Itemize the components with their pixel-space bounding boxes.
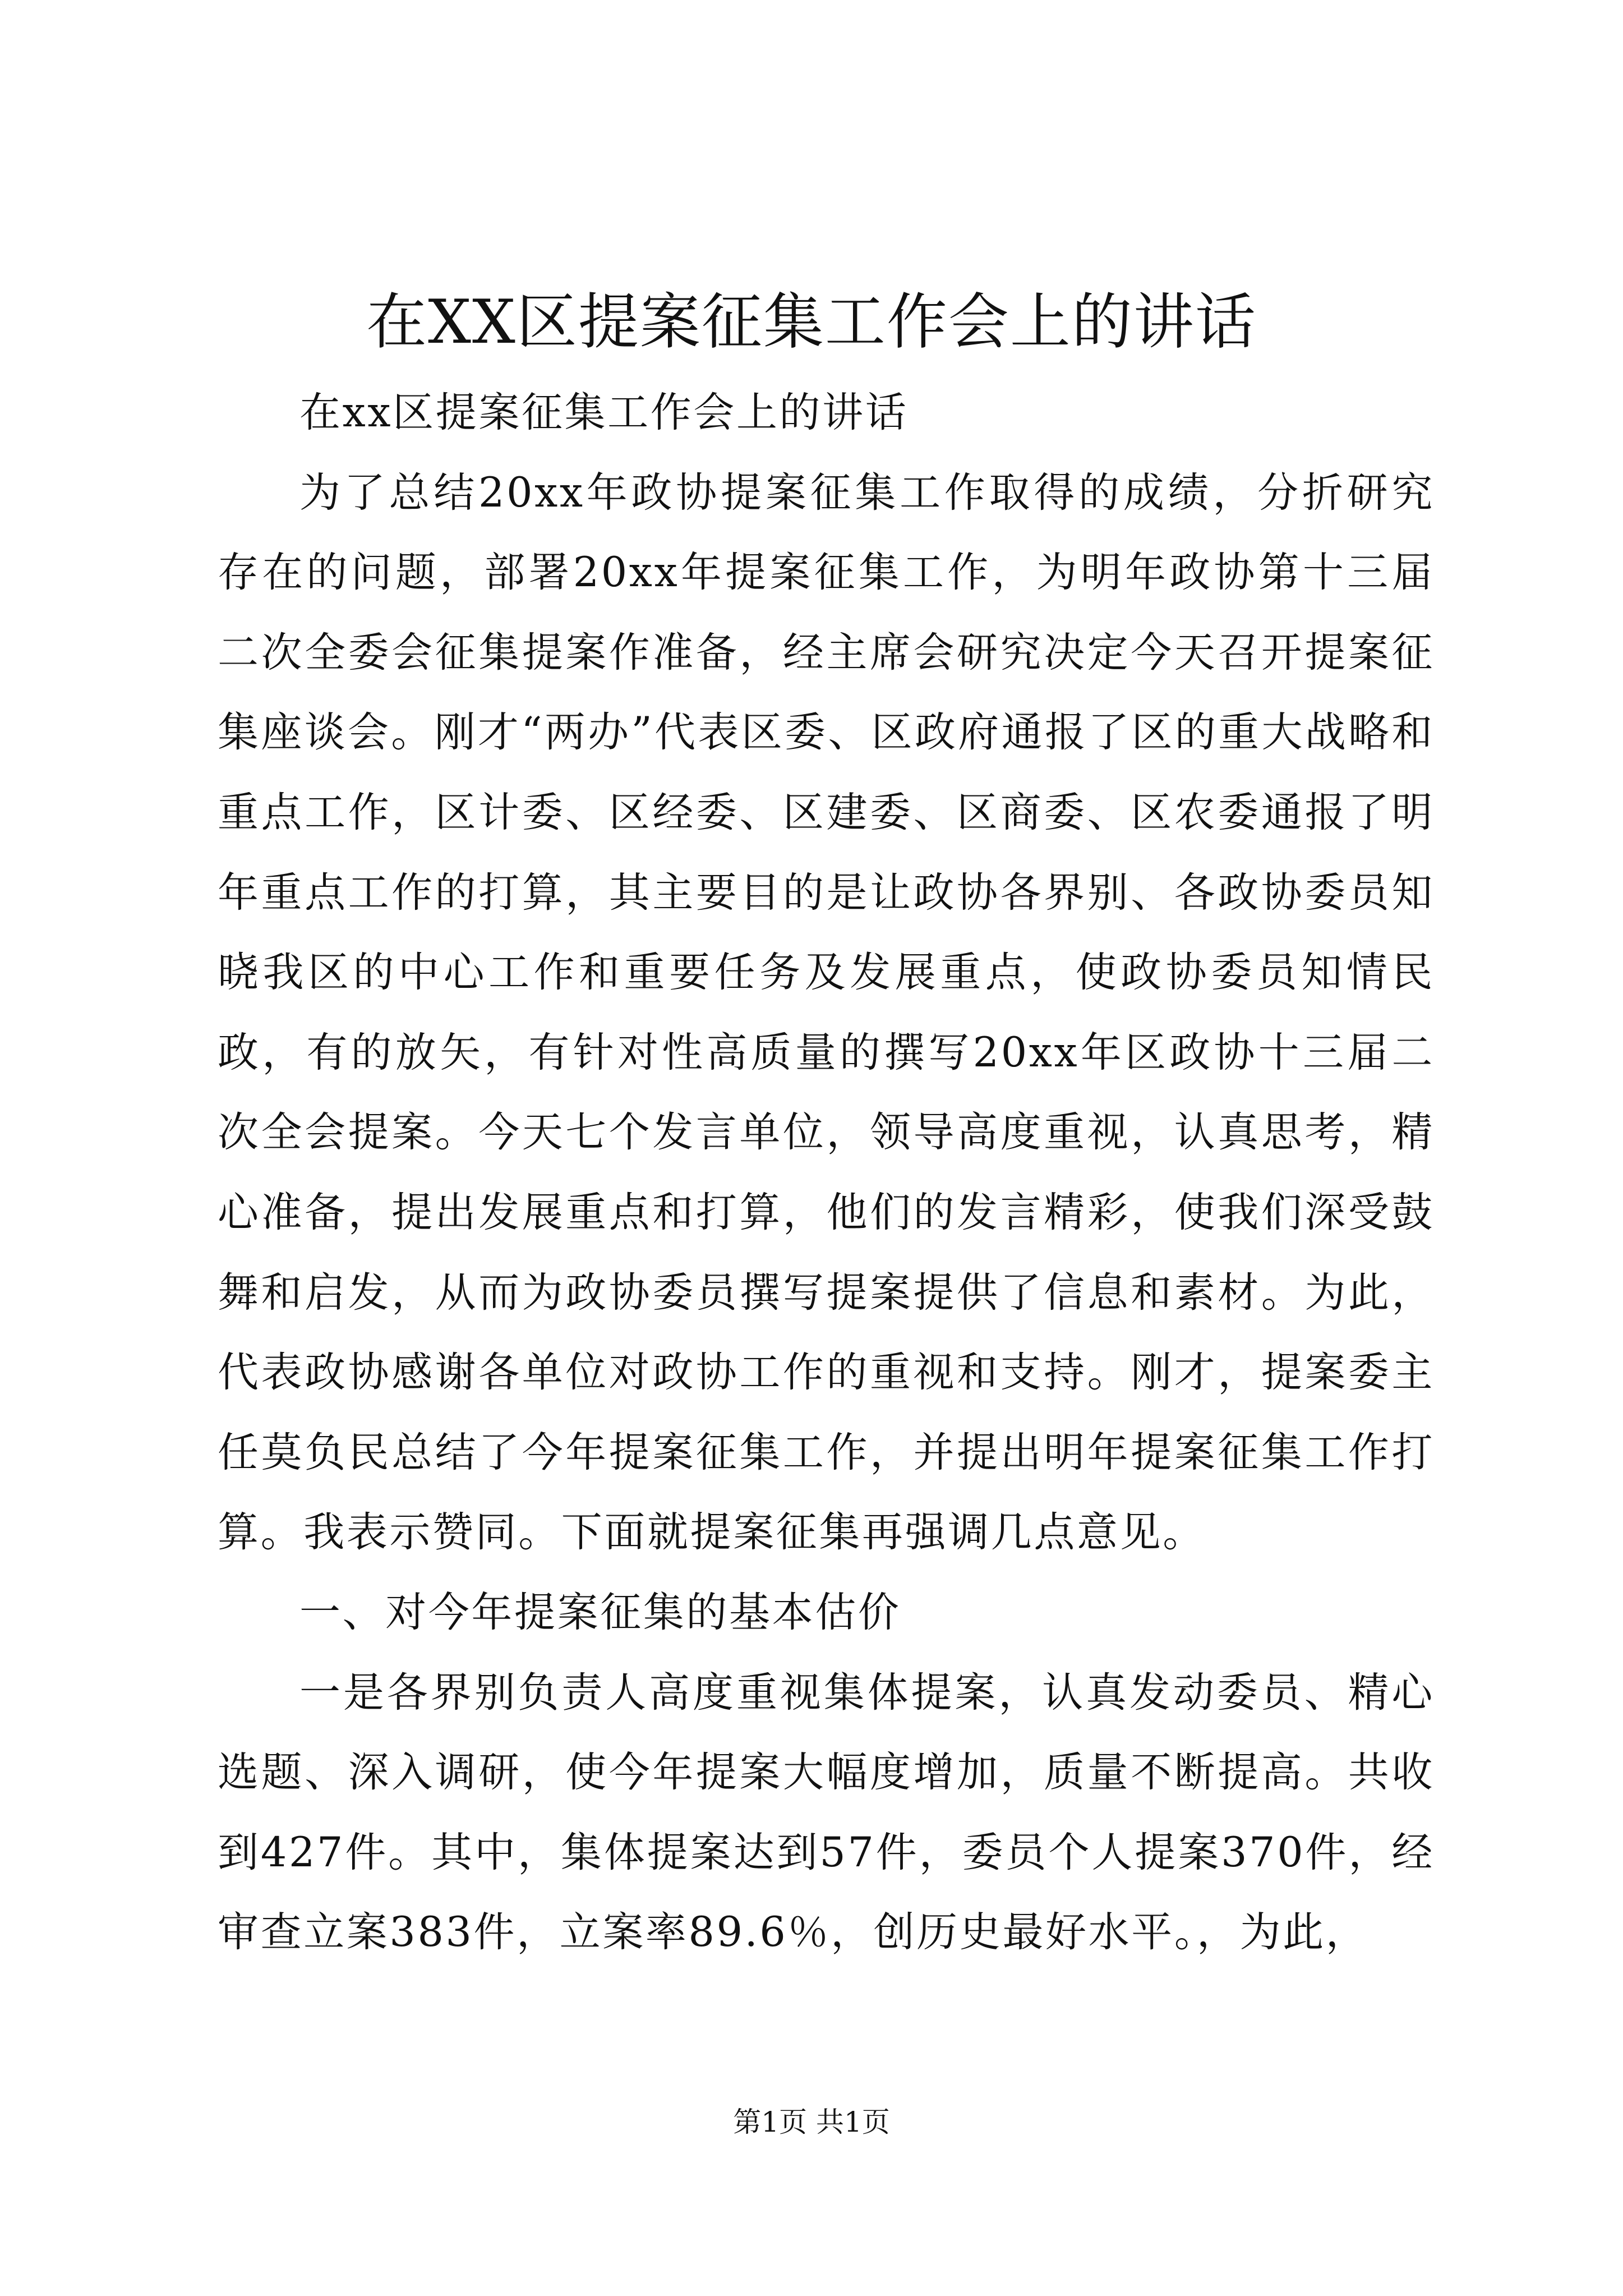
subtitle-paragraph: 在xx区提案征集工作会上的讲话 — [299, 389, 909, 436]
intro-paragraph: 为了总结20xx年政协提案征集工作取得的成绩，分折研究存在的问题，部署20xx年提案征集工作，为明年政协第十三届二次全委会征集提案作准备，经主席会研究决定今天召开提案征集座谈会。刚才“两办”代表区委、区政府通报了区的重大战略和重点工作，区计委、区经委、区建委、区商委、区农委通报了明年重点工作的打算，其主要目的是让政协各界别、各政协委员知晓我区的中心工作和重要任务及发展重点，使政协委员知情民政，有的放矢，有针对性高质量的撰写20xx年区政协十三届二次全会提案。今天七个发言单位，领导高度重视，认真思考，精心准备，提出发展重点和打算，他们的发言精彩，使我们深受鼓舞和启发，从而为政协委员撰写提案提供了信息和素材。为此，代表政协感谢各单位对政协工作的重视和支持。刚才，提案委主任莫负民总结了今年提案征集工作，并提出明年提案征集工作打算。我表示赞同。下面就提案征集再强调几点意见。 — [218, 468, 1435, 1557]
body-paragraph: 一是各界别负责人高度重视集体提案，认真发动委员、精心选题、深入调研，使今年提案大幅度增加，质量不断提高。共收到427件。其中，集体提案达到57件，委员个人提案370件，经审查立案383件，立案率89.6％，创历史最好水平。，为此， — [218, 1668, 1435, 1957]
page-footer: 第1页 共1页 — [733, 2106, 890, 2138]
document-body — [218, 373, 1435, 1973]
section-heading: 一、对今年提案征集的基本估价 — [299, 1588, 901, 1636]
document-title: 在XX区提案征集工作会上的讲话 — [366, 287, 1257, 357]
